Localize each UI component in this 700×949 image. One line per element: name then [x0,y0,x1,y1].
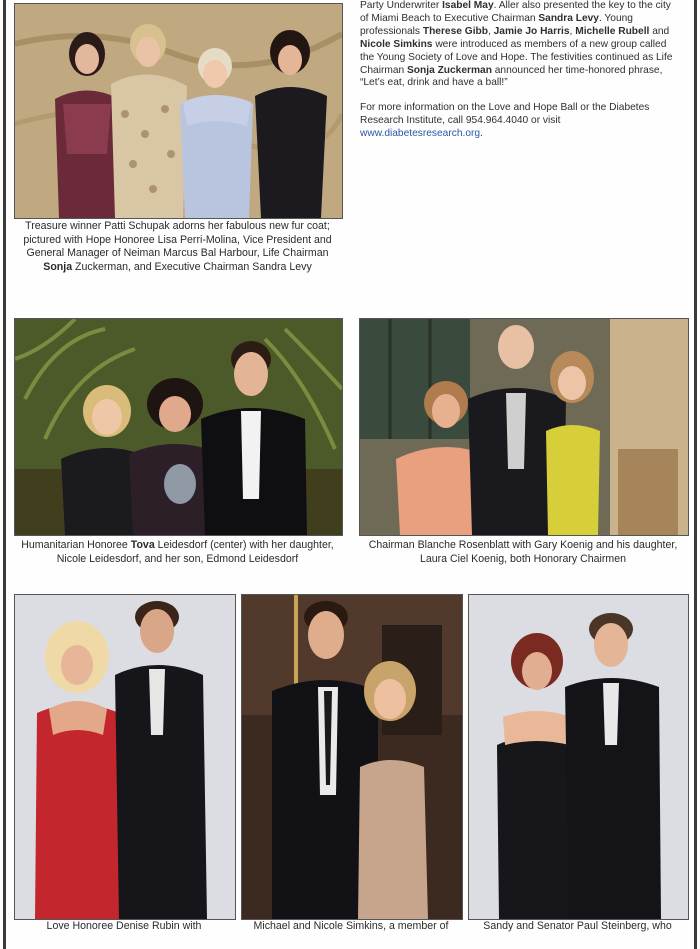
text-run: , [487,25,494,37]
name-bold: Jamie Jo Harris [493,25,570,37]
text-run: . Young professionals [360,12,633,37]
caption-name-bold: Sonja [43,260,73,273]
text-run: were introduced as members of a new group called the Young Society of Love and Hope. The festivities continued as Life Chairman [360,38,673,76]
article-paragraph-2 [360,102,678,141]
photo-leidesdorf-family [14,318,343,536]
photo-denise-rubin [14,594,236,920]
name-bold: Sandra Levy [538,12,599,24]
caption-text: Leidesdorf (center) with her daughter, Nicole Leidesdorf, and her son, Edmond Leidesdorf [56,539,334,565]
photo-steinberg [468,594,689,920]
caption-four-women [14,220,341,274]
page-edge-left [3,0,6,949]
caption-text: Love Honoree Denise Rubin with [46,920,202,932]
text-run: Party Underwriter [360,0,443,11]
caption-leidesdorf [14,539,341,566]
article-paragraph-1 [360,0,678,90]
name-bold: Isabel May [442,0,494,11]
photo-simkins [241,594,463,920]
text-run: announced her time-honored phrase, “Let’s eat, drink and have a ball!” [360,64,663,89]
caption-text: Chairman Blanche Rosenblatt with Gary Koenig and his daughter, Laura Ciel Koenig, both Honorary Chairmen [368,539,678,565]
name-bold: Nicole Simkins [360,38,433,50]
text-run: , [569,25,576,37]
text-run: For more information on the Love and Hope Ball or the Diabetes Research Institute, call 954.964.4040 or visit [360,102,650,127]
photo-rosenblatt-koenig [359,318,689,536]
caption-text: Zuckerman, and Executive Chairman Sandra Levy [72,260,312,273]
name-bold: Therese Gibb [422,25,488,37]
text-run: and [649,25,670,37]
caption-steinberg [468,920,687,934]
photo-four-women [14,3,343,219]
page-edge-right [694,0,697,949]
name-bold: Sonja Zuckerman [407,64,492,76]
caption-text: Treasure winner Patti Schupak adorns her fabulous new fur coat; pictured with Hope Honoree Lisa Perri-Molina, Vice President and General Manager of Neiman Marcus Bal Harbour, Life Chairman [23,220,332,260]
caption-name-bold: Tova [130,539,155,551]
caption-text: Sandy and Senator Paul Steinberg, who [483,920,672,932]
text-run: . Aller also presented the key to the city of Miami Beach to Executive Chairman [360,0,671,24]
caption-text: Michael and Nicole Simkins, a member of [253,920,449,932]
text-run: . [480,128,483,140]
caption-simkins [241,920,461,934]
name-bold: Michelle Rubell [575,25,650,37]
caption-rosenblatt [359,539,687,566]
caption-denise-rubin [14,920,234,934]
article-text [360,0,678,153]
website-link[interactable]: www.diabetesresearch.org [360,128,481,140]
caption-text: Humanitarian Honoree [21,539,131,551]
